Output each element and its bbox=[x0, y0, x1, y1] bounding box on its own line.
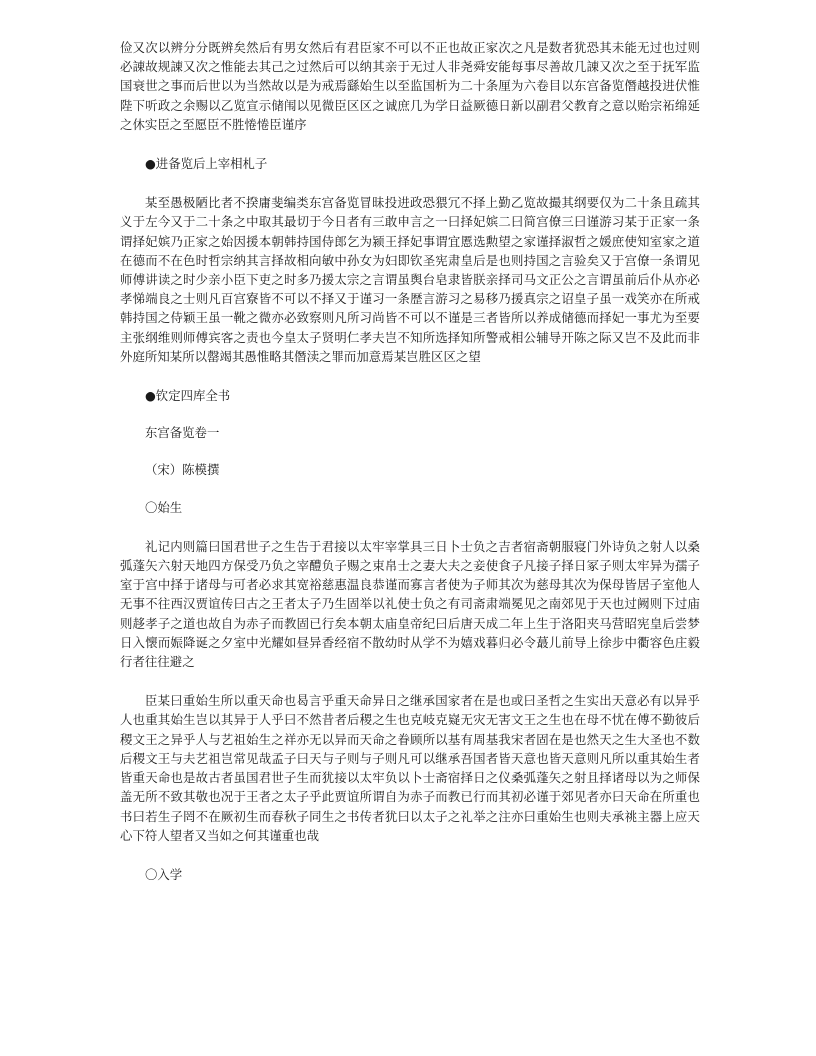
birth-paragraph-1: 礼记内则篇曰国君世子之生告于君接以太牢宰掌具三日卜士负之吉者宿斋朝服寝门外诗负之射人以桑弧蓬矢六射天地四方保受乃负之宰醴负子赐之束帛士之妻大夫之妾使食子凡接子择日冢子则太牢异为孺子室于宫中择于诸母与可者必求其宽裕慈惠温良恭谨而寡言者使为子师其次为慈母其次为保母皆居子室他人无事不往西汉贾谊传曰古之王者太子乃生固举以礼使士负之有司斋肃端冕见之南郊见于天也过阙则下过庙则趍孝子之道也故自为赤子而教固已行矣本朝太庙皇帝纪曰后唐天成二年上生于洛阳夹马营昭宪皇后尝梦日入懐而娠降诞之夕室中光耀如昼异香经宿不散幼时从学不为嬉戏暮归必令蕞儿前导上徐步中衢容色庄毅行者往往避之 bbox=[120, 538, 700, 670]
intro-paragraph: 俭又次以辨分分既辨矣然后有男女然后有君臣家不可以不正也故正家次之凡是数者犹恐其未能无过也过则必諌故规諌又次之惟能去其己之过然后可以纳其亲于无过人非尧舜安能每事尽善故几諌又次之至于抚军监国衰世之事而后世以为当然故以是为戒焉繇始生以至监国析为二十条厘为六卷目以东宫备览僭越投进伏惟陛下听政之余赐以乙览宣示储闱以见微臣区区之诚庶几为学日益厥德日新以副君父教育之意以贻宗祏绵延之休实臣之至愿臣不胜惓惓臣谨序 bbox=[120, 40, 700, 132]
study-section-heading: 〇入学 bbox=[145, 866, 183, 882]
volume-title: 东宫备览卷一 bbox=[145, 425, 220, 441]
document-body bbox=[120, 38, 700, 884]
memorial-heading: ●进备览后上宰相札子 bbox=[145, 156, 268, 172]
memorial-paragraph: 某至愚极陋比者不揆庸斐编类东宫备览冒昧投进政恐猥冗不择上勤乙览故撮其纲要仅为二十条且疏其义于左今又于二十条之中取其最切于今日者有三敢申言之一曰择妃嫔二曰简宫僚三曰谨游习某于正家一条谓择妃嫔乃正家之始因援本朝韩持国侍郎乞为颍王择妃事谓宜慝选勲望之家谨择淑哲之媛庶使知室家之道在德而不在色时哲宗纳其言择故相向敏中孙女为妇即钦圣宪肃皇后是也则持国之言验矣又于宫僚一条谓见师傅讲读之时少亲小臣下吏之时多乃援太宗之言谓虽舆台皂隶皆朕亲择司马文正公之言谓虽前后仆从亦必孝悌端良之士则凡百宫寮皆不可以不择又于谨习一条歴言游习之易移乃援真宗之诏皇子虽一戏笑亦在所戒韩持国之侍颖王虽一靴之微亦必致察则凡所习尚皆不可以不谨是三者皆所以养成储德而择妃一事尤为至要主张纲维则师傅宾客之责也今皇太子贤明仁孝夫岂不知所选择知所警戒相公辅导开陈之际又岂不及此而非外庭所知某所以罄竭其愚惟略其僭渎之罪而加意焉某岂胜区区之望 bbox=[120, 195, 700, 364]
birth-section-heading: 〇始生 bbox=[145, 499, 183, 515]
birth-paragraph-2: 臣某曰重始生所以重天命也曷言乎重天命异日之继承国家者在是也或曰圣哲之生实出天意必有以异乎人也重其始生岂以其异于人乎曰不然昔者后稷之生也克岐克嶷无灾无害文王之生也在母不忧在傅不勤彼后稷文王之异乎人与艺祖始生之祥亦无以异而天命之眷顾所以基有周基我宋者固在是也然天之生大圣也不数后稷文王与夫艺祖岂常见哉孟子曰天与子则与子则凡可以继承吾国者皆天意也皆天意则凡所以重其始生者皆重天命也是故古者虽国君世子生而犹接以太牢负以卜士斋宿择日之仪桑弧蓬矢之射且择诸母以为之师保盖无所不致其敬也况于王者之太子乎此贾谊所谓自为赤子而教已行而其初必谨于郊见者亦曰天命在所重也书曰若生子罔不在厥初生而春秋子同生之书传者犹曰以太子之礼举之注亦曰重始生也则夫承祧主器上应天心下符人望者又当如之何其谨重也哉 bbox=[120, 693, 700, 843]
siku-heading: ●钦定四库全书 bbox=[145, 388, 231, 404]
author-line: （宋）陈模撰 bbox=[145, 462, 220, 478]
